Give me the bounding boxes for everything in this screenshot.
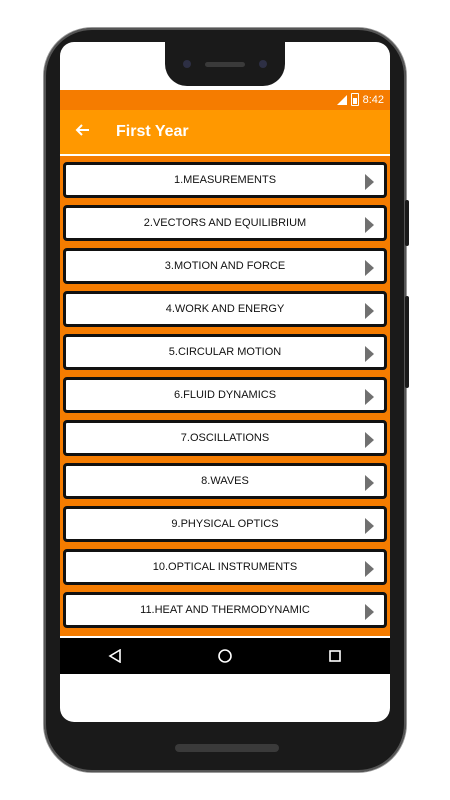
nav-home-icon[interactable] xyxy=(205,641,245,671)
chevron-right-icon xyxy=(365,604,374,620)
volume-button xyxy=(405,200,409,246)
arrow-left-icon[interactable] xyxy=(74,122,94,143)
list-item-label: 2.VECTORS AND EQUILIBRIUM xyxy=(143,217,307,229)
status-bar xyxy=(60,90,390,110)
chevron-right-icon xyxy=(365,217,374,233)
list-item-label: 7.OSCILLATIONS xyxy=(180,432,270,444)
list-item[interactable] xyxy=(63,334,387,370)
chevron-right-icon xyxy=(365,174,374,190)
screen xyxy=(60,42,390,722)
bottom-speaker xyxy=(175,744,279,752)
list-item-label: 4.WORK AND ENERGY xyxy=(165,303,285,315)
list-item[interactable] xyxy=(63,420,387,456)
list-item-label: 10.OPTICAL INSTRUMENTS xyxy=(152,561,298,573)
power-button xyxy=(405,296,409,388)
app-bar xyxy=(60,110,390,154)
topic-list xyxy=(60,156,390,636)
list-item[interactable] xyxy=(63,248,387,284)
list-item[interactable] xyxy=(63,162,387,198)
nav-recents-icon[interactable] xyxy=(315,641,355,671)
list-item[interactable] xyxy=(63,291,387,327)
chevron-right-icon xyxy=(365,518,374,534)
camera-notch xyxy=(165,42,285,86)
nav-back-icon[interactable] xyxy=(95,641,135,671)
signal-icon xyxy=(337,95,347,105)
list-item-label: 5.CIRCULAR MOTION xyxy=(168,346,282,358)
list-item[interactable] xyxy=(63,549,387,585)
list-item[interactable] xyxy=(63,205,387,241)
battery-icon xyxy=(351,93,359,106)
list-item-label: 6.FLUID DYNAMICS xyxy=(173,389,277,401)
page-title: First Year xyxy=(116,123,189,140)
status-time: 8:42 xyxy=(362,93,384,106)
navigation-bar xyxy=(60,638,390,674)
camera-icon xyxy=(259,60,267,68)
list-item-label: 8.WAVES xyxy=(201,475,249,487)
chevron-right-icon xyxy=(365,346,374,362)
list-item-label: 1.MEASUREMENTS xyxy=(173,174,277,186)
list-item-label: 11.HEAT AND THERMODYNAMIC xyxy=(140,604,310,616)
list-item[interactable] xyxy=(63,506,387,542)
chevron-right-icon xyxy=(365,432,374,448)
chevron-right-icon xyxy=(365,389,374,405)
list-item[interactable] xyxy=(63,592,387,628)
chevron-right-icon xyxy=(365,303,374,319)
chevron-right-icon xyxy=(365,475,374,491)
list-item-label: 3.MOTION AND FORCE xyxy=(164,260,286,272)
chevron-right-icon xyxy=(365,561,374,577)
camera-icon xyxy=(183,60,191,68)
list-item[interactable] xyxy=(63,377,387,413)
speaker-grille xyxy=(205,62,245,67)
list-item-label: 9.PHYSICAL OPTICS xyxy=(171,518,279,530)
chevron-right-icon xyxy=(365,260,374,276)
list-item[interactable] xyxy=(63,463,387,499)
